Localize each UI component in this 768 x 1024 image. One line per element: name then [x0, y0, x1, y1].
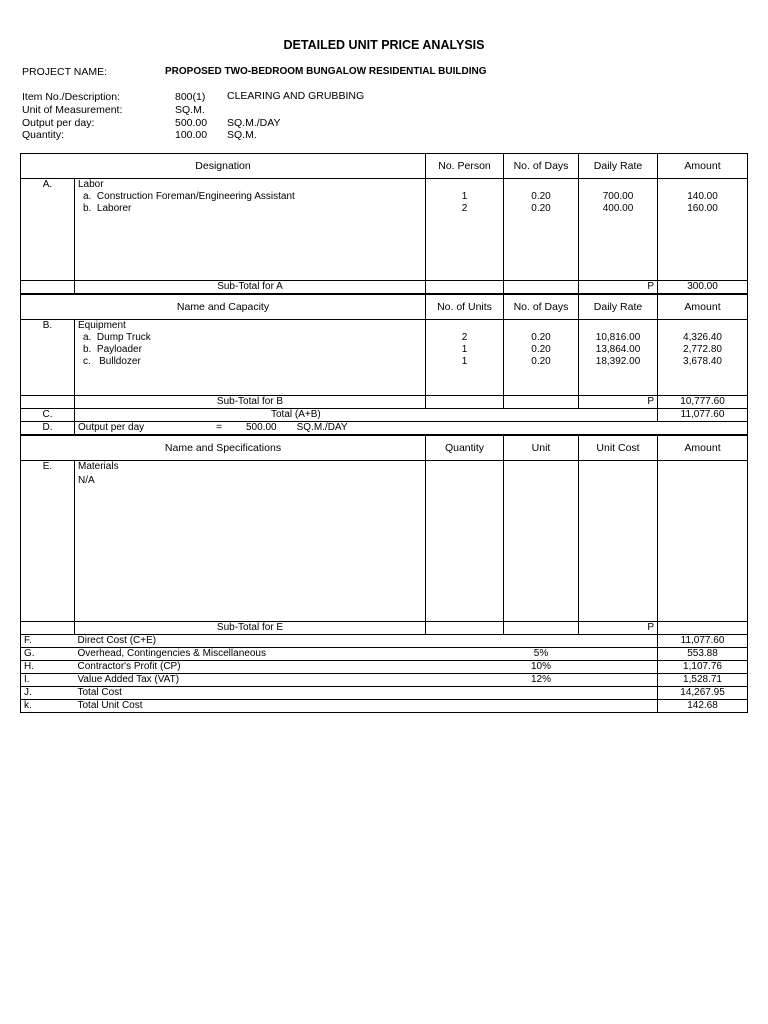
equipment-section-row — [21, 320, 748, 333]
summary-h-amount: 1,107.76 — [658, 661, 748, 674]
materials-header-row — [21, 435, 748, 461]
summary-i-pct: 12% — [504, 674, 579, 687]
labor-header-rate: Daily Rate — [579, 154, 658, 179]
total-letter: C. — [21, 409, 75, 422]
output-letter: D. — [21, 422, 75, 436]
equipment-item-1-rate: 10,816.00 — [579, 332, 658, 344]
quantity-unit: SQ.M. — [227, 129, 257, 141]
materials-section-title: Materials — [75, 461, 426, 474]
equipment-item-2-amount: 2,772.80 — [658, 344, 748, 356]
summary-k-amount: 142.68 — [658, 700, 748, 713]
equipment-item-3 — [75, 356, 426, 368]
labor-subtotal-row — [21, 281, 748, 295]
equipment-item-3-rate: 18,392.00 — [579, 356, 658, 368]
labor-header-count: No. Person — [426, 154, 504, 179]
equipment-header-amount: Amount — [658, 294, 748, 320]
labor-subtotal-amount: 300.00 — [658, 281, 748, 295]
equipment-item-1-prefix: a. — [83, 332, 92, 343]
summary-i-label: Value Added Tax (VAT) — [75, 674, 426, 687]
equipment-header-days: No. of Days — [504, 294, 579, 320]
summary-i-amount: 1,528.71 — [658, 674, 748, 687]
summary-row — [21, 674, 748, 687]
summary-h-letter: H. — [21, 661, 75, 674]
materials-subtotal-row — [21, 622, 748, 635]
labor-item-2-rate: 400.00 — [579, 203, 658, 215]
output-row — [21, 422, 748, 436]
summary-row — [21, 661, 748, 674]
quantity-label: Quantity: — [22, 129, 65, 141]
output-row-label: Output per day — [78, 422, 145, 433]
materials-header-unit: Unit — [504, 435, 579, 461]
summary-f-letter: F. — [21, 635, 75, 648]
equipment-item-2-days: 0.20 — [504, 344, 579, 356]
labor-item-1-rate: 700.00 — [579, 191, 658, 203]
materials-note: N/A — [75, 473, 426, 487]
materials-header-quantity: Quantity — [426, 435, 504, 461]
materials-subtotal-amount — [658, 622, 748, 635]
total-amount: 11,077.60 — [658, 409, 748, 422]
unit-price-table — [20, 153, 748, 713]
equipment-subtotal-row — [21, 396, 748, 409]
labor-header-days: No. of Days — [504, 154, 579, 179]
table-row — [21, 356, 748, 368]
labor-item-2 — [75, 203, 426, 215]
summary-f-label: Direct Cost (C+E) — [75, 635, 426, 648]
summary-g-letter: G. — [21, 648, 75, 661]
output-row-unit: SQ.M./DAY — [296, 422, 348, 433]
item-label: Item No./Description: — [22, 91, 121, 103]
labor-header-amount: Amount — [658, 154, 748, 179]
summary-g-label: Overhead, Contingencies & Miscellaneous — [75, 648, 426, 661]
table-row — [21, 344, 748, 356]
labor-item-2-name: Laborer — [96, 203, 132, 214]
labor-item-2-amount: 160.00 — [658, 203, 748, 215]
project-name: PROPOSED TWO-BEDROOM BUNGALOW RESIDENTIAL BUILDING — [165, 66, 487, 77]
table-row — [21, 332, 748, 344]
equipment-item-2 — [75, 344, 426, 356]
labor-item-2-days: 0.20 — [504, 203, 579, 215]
labor-item-1-name: Construction Foreman/Engineering Assistant — [96, 191, 295, 202]
equipment-item-2-count: 1 — [426, 344, 504, 356]
summary-k-pct — [504, 700, 579, 713]
materials-header-amount: Amount — [658, 435, 748, 461]
summary-h-pct: 10% — [504, 661, 579, 674]
summary-f-pct — [504, 635, 579, 648]
output-value: 500.00 — [175, 117, 208, 129]
summary-j-amount: 14,267.95 — [658, 687, 748, 700]
output-row-equals: = — [216, 422, 222, 433]
labor-item-2-count: 2 — [426, 203, 504, 215]
total-label: Total (A+B) — [75, 409, 658, 422]
materials-subtotal-p: P — [579, 622, 658, 635]
summary-row — [21, 700, 748, 713]
labor-item-1-prefix: a. — [83, 191, 92, 202]
equipment-header-rate: Daily Rate — [579, 294, 658, 320]
output-label: Output per day: — [22, 117, 95, 129]
labor-subtotal-label: Sub-Total for A — [75, 281, 426, 295]
equipment-item-3-amount: 3,678.40 — [658, 356, 748, 368]
labor-subtotal-p: P — [579, 281, 658, 295]
item-description: CLEARING AND GRUBBING — [227, 90, 365, 102]
equipment-section-title: Equipment — [75, 320, 426, 333]
summary-k-letter: k. — [21, 700, 75, 713]
materials-header-name: Name and Specifications — [21, 435, 426, 461]
project-label: PROJECT NAME: — [22, 66, 107, 78]
equipment-item-3-days: 0.20 — [504, 356, 579, 368]
equipment-item-2-rate: 13,864.00 — [579, 344, 658, 356]
equipment-item-3-name: Bulldozer — [99, 356, 141, 367]
labor-section-title: Labor — [75, 179, 426, 192]
summary-j-letter: J. — [21, 687, 75, 700]
summary-h-label: Contractor's Profit (CP) — [75, 661, 426, 674]
equipment-subtotal-label: Sub-Total for B — [75, 396, 426, 409]
labor-item-1 — [75, 191, 426, 203]
equipment-header-count: No. of Units — [426, 294, 504, 320]
equipment-item-1-amount: 4,326.40 — [658, 332, 748, 344]
equipment-letter: B. — [21, 320, 75, 333]
equipment-item-1 — [75, 332, 426, 344]
summary-f-amount: 11,077.60 — [658, 635, 748, 648]
labor-header-designation: Designation — [21, 154, 426, 179]
table-row — [21, 191, 748, 203]
equipment-subtotal-p: P — [579, 396, 658, 409]
summary-row — [21, 687, 748, 700]
equipment-subtotal-amount: 10,777.60 — [658, 396, 748, 409]
total-row — [21, 409, 748, 422]
output-unit: SQ.M./DAY — [227, 117, 281, 129]
summary-row — [21, 635, 748, 648]
equipment-item-2-name: Payloader — [96, 344, 142, 355]
labor-item-2-prefix: b. — [83, 203, 92, 214]
item-number: 800(1) — [175, 91, 206, 103]
labor-item-1-count: 1 — [426, 191, 504, 203]
uom-value: SQ.M. — [175, 104, 205, 116]
summary-row — [21, 648, 748, 661]
equipment-item-2-prefix: b. — [83, 344, 92, 355]
equipment-item-3-prefix: c. — [83, 356, 91, 367]
materials-header-unit-cost: Unit Cost — [579, 435, 658, 461]
equipment-item-1-days: 0.20 — [504, 332, 579, 344]
output-row-value: 500.00 — [246, 422, 277, 433]
output-text — [75, 422, 748, 436]
quantity-value: 100.00 — [175, 129, 208, 141]
table-row — [21, 473, 748, 487]
labor-header-row — [21, 154, 748, 179]
labor-item-1-days: 0.20 — [504, 191, 579, 203]
equipment-header-name: Name and Capacity — [21, 294, 426, 320]
labor-letter: A. — [21, 179, 75, 192]
table-row — [21, 203, 748, 215]
equipment-item-3-count: 1 — [426, 356, 504, 368]
summary-i-letter: I. — [21, 674, 75, 687]
equipment-item-1-count: 2 — [426, 332, 504, 344]
summary-j-pct — [504, 687, 579, 700]
labor-section-row — [21, 179, 748, 192]
summary-j-label: Total Cost — [75, 687, 426, 700]
materials-section-row — [21, 461, 748, 474]
document-title: DETAILED UNIT PRICE ANALYSIS — [283, 38, 485, 52]
uom-label: Unit of Measurement: — [22, 104, 123, 116]
summary-g-amount: 553.88 — [658, 648, 748, 661]
labor-item-1-amount: 140.00 — [658, 191, 748, 203]
materials-letter: E. — [21, 461, 75, 474]
equipment-header-row — [21, 294, 748, 320]
summary-g-pct: 5% — [504, 648, 579, 661]
summary-k-label: Total Unit Cost — [75, 700, 426, 713]
equipment-item-1-name: Dump Truck — [96, 332, 151, 343]
materials-subtotal-label: Sub-Total for E — [75, 622, 426, 635]
